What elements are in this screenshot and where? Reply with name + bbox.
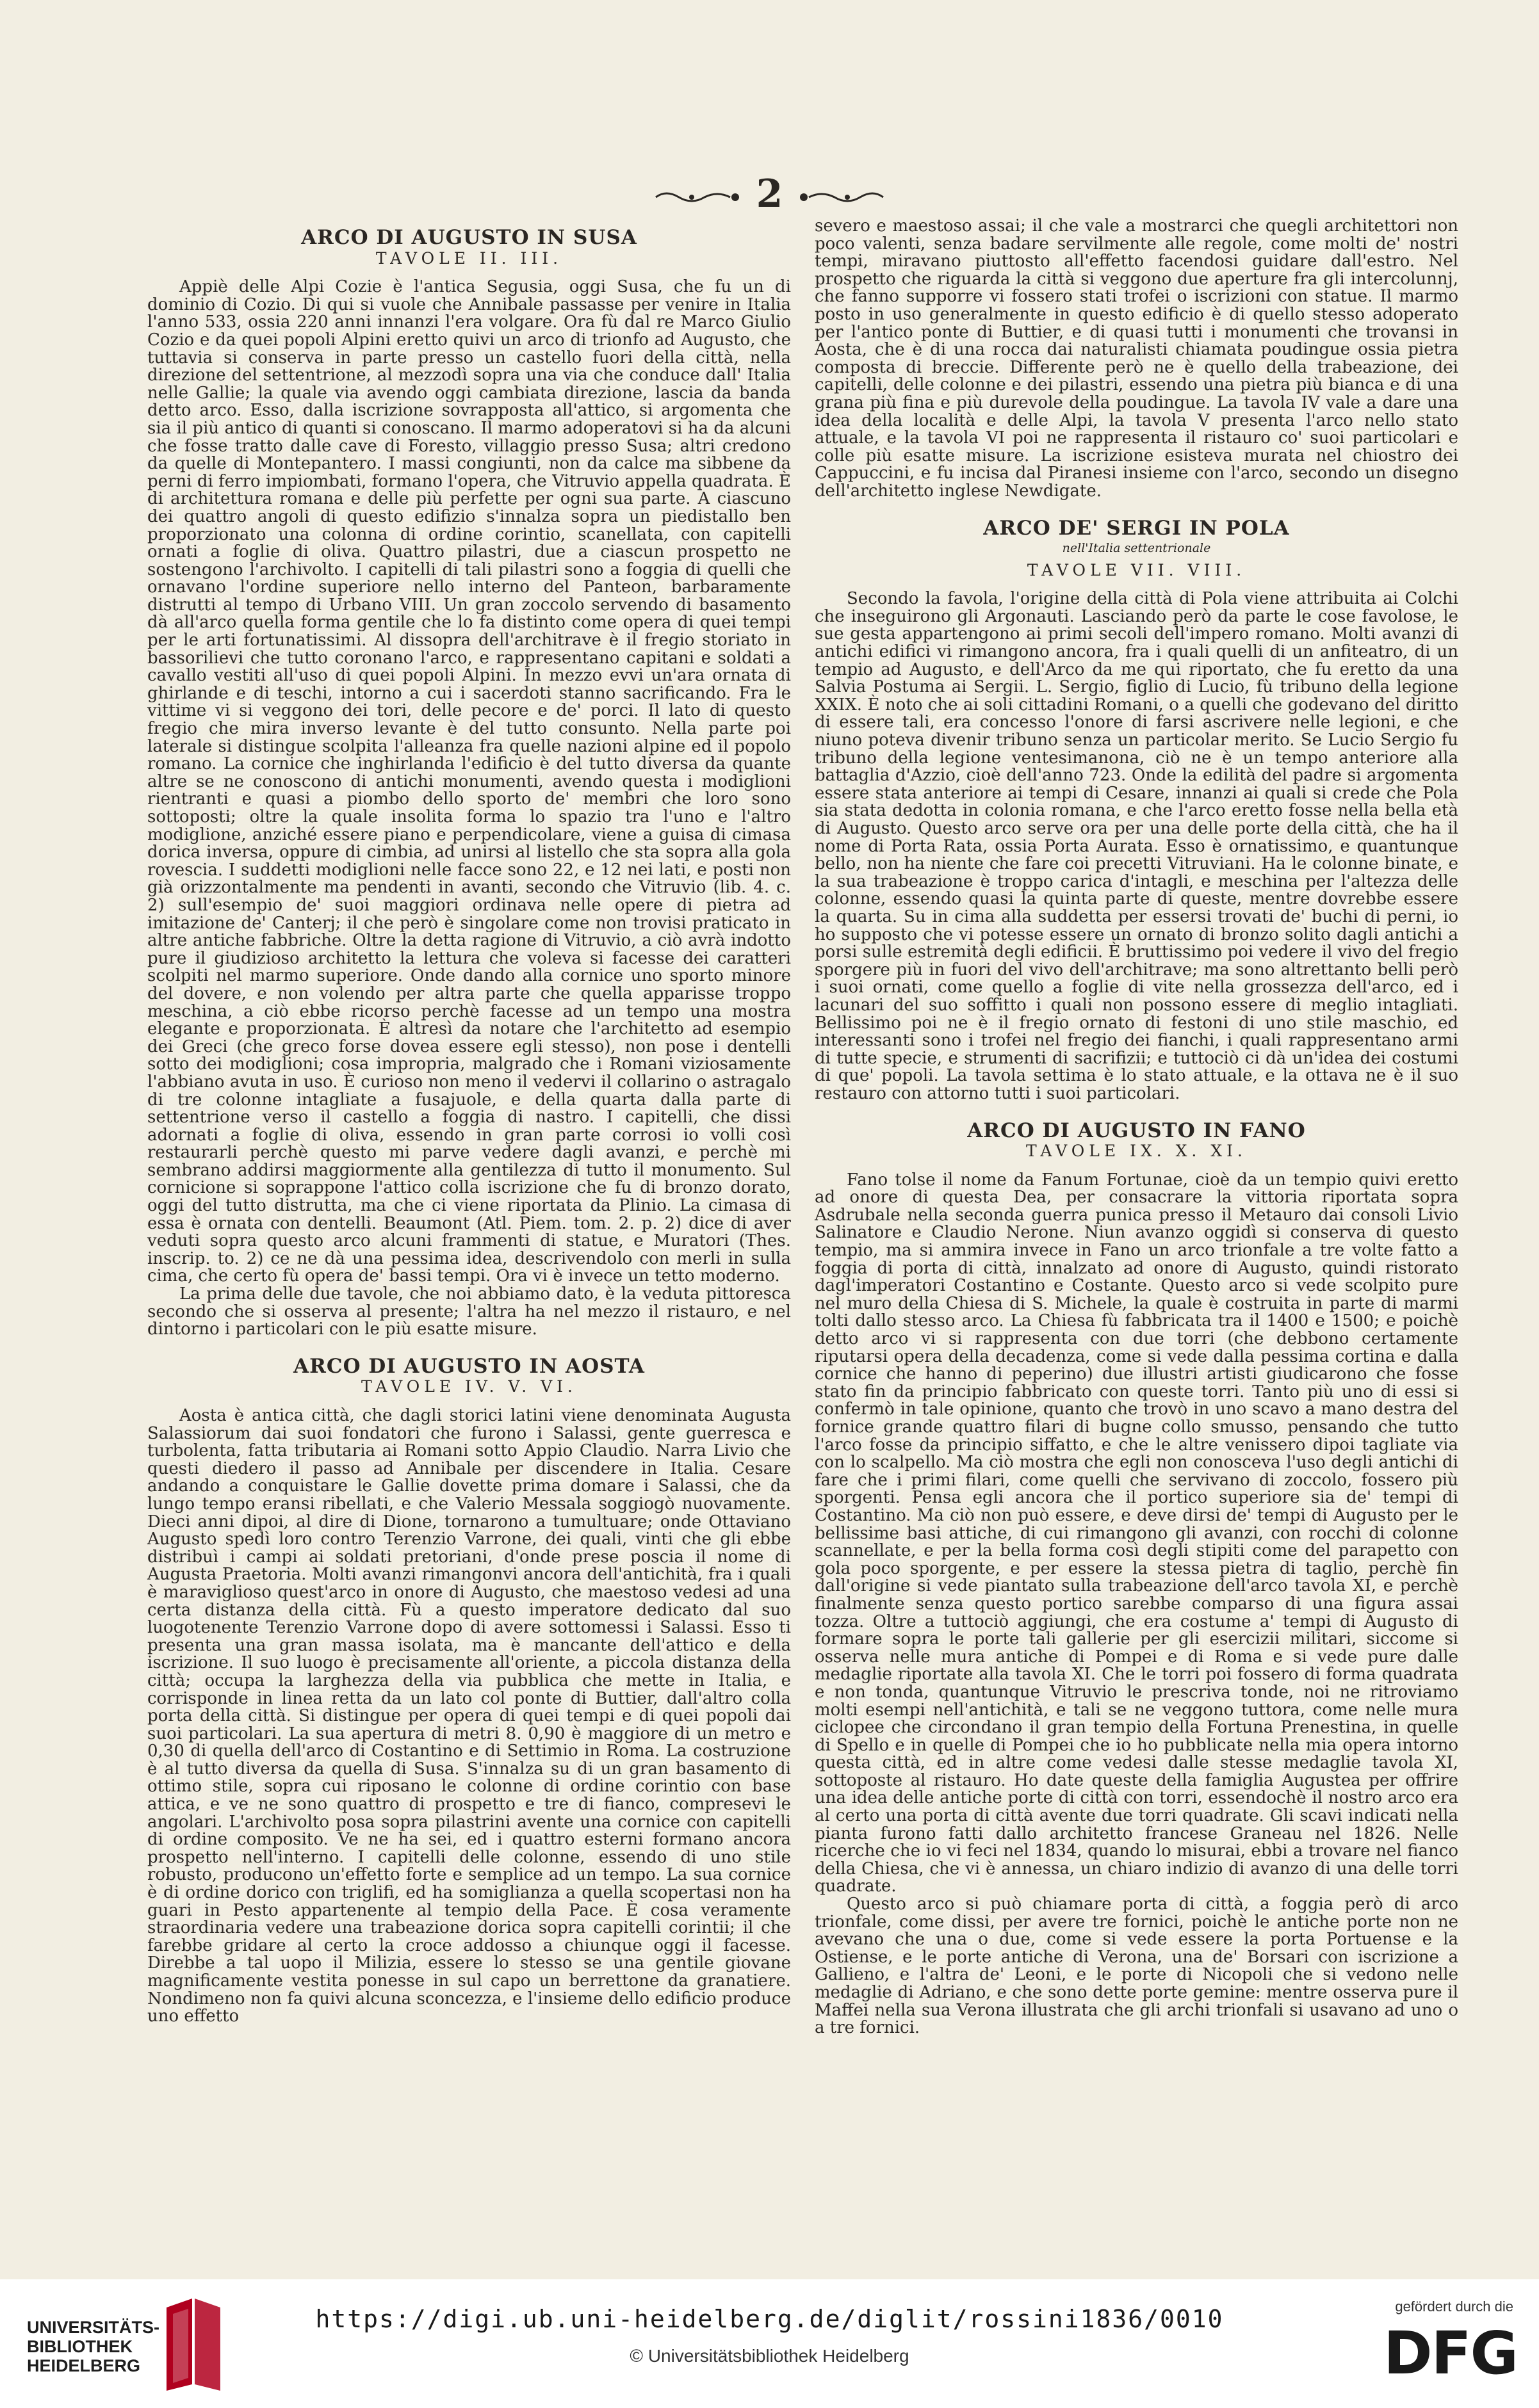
ornament-left-icon xyxy=(653,188,743,206)
ornament-right-icon xyxy=(796,188,886,206)
plates-pola: TAVOLE VII. VIII. xyxy=(1027,560,1246,579)
page-number: 2 xyxy=(756,172,783,216)
page-number-header xyxy=(0,172,1539,216)
plates-fano: TAVOLE IX. X. XI. xyxy=(1026,1142,1247,1161)
right-column xyxy=(815,218,1458,2037)
paragraph: Appiè delle Alpi Cozie è l'antica Segusia, oggi Susa, che fu un di dominio di Cozio. Di qui si vuole che Annibale passasse per venire in Italia l'anno 533, ossia 220 anni innanzi l'era volgare. Ora fù dal re Marco Giulio Cozio e da quei popoli Alpini eretto quivi un arco di trionfo ad Augusto, che tuttavia si conserva in parte presso un castello fuori della città, nella direzione del settentrione, al mezzodì sopra una via che conduce dall' Italia nelle Gallie; la quale via avendo oggi cambiata direzione, lascia da banda detto arco. Esso, dalla iscrizione sovrapposta all'attico, si argomenta che sia il più antico di quanti si conoscano. Il marmo adoperatovi si ha da alcuni che fosse tratto dalle cave di Foresto, villaggio presso Susa; altri credono da quelle di Montepantero. I massi congiunti, non da calce ma sibbene da perni di ferro impiombati, formano l'opera, che Vitruvio appella quadrata. È di architettura romana e delle più perfette per ogni sua parte. A ciascuno dei quattro angoli di questo edifizio s'innalza sopra un piedistallo ben proporzionato una colonna di ordine corintio, scanellata, con capitelli ornati a foglie di oliva. Quattro pilastri, due a ciascun prospetto ne sostengono l'archivolto. I capitelli di tali pilastri sono a foggia di quelli che ornavano l'ordine superiore nello interno del Panteon, barbaramente distrutti al tempo di Urbano VIII. Un gran zoccolo servendo di basamento dà all'arco quella forma gentile che lo fa distinto come opera di quei tempi per le arti fortunatissimi. Al dissopra dell'architrave è il fregio storiato in bassorilievi che tutto coronano l'arco, e rappresentano capitani e soldati a cavallo vestiti all'uso di quei popoli Alpini. In mezzo evvi un'ara ornata di ghirlande e di teschi, intorno a cui i sacerdoti stanno sacrificando. Fra le vittime vi si veggono dei tori, delle pecore e de' porci. Il lato di questo fregio che mira inverso levante è del tutto consunto. Nella parte poi laterale si distingue scolpita l'alleanza fra quelle nazioni alpine ed il popolo romano. La cornice che inghirlanda l'edificio è del tutto diversa da quante altre se ne conoscono di antichi monumenti, avendo questa i modiglioni rientranti e quasi a piombo dello sporto de' membri che loro sono sottoposti; oltre la quale insolita forma lo spazio tra l'uno e l'altro modiglione, anziché essere piano e perpendicolare, viene a guisa di cimasa dorica inversa, oppure di cimbia, ad unirsi al listello che sta sopra alla gola rovescia. I suddetti modiglioni nelle facce sono 22, e 12 nei lati, e posti non già orizzontalmente ma pendenti in avanti, secondo che Vitruvio (lib. 4. c. 2) sull'esempio de' suoi maggiori ordinava nelle opere di pietra ad imitazione de' Canterj; il che però è singolare come non trovisi praticato in altre antiche fabbriche. Oltre la detta ragione di Vitruvio, a ciò avrà indotto pure il giudizioso architetto la lettura che voleva si facesse dei caratteri scolpiti nel marmo superiore. Onde dando alla cornice uno sporto minore del dovere, e non volendo per altra parte che quella apparisse troppo meschina, a ciò ebbe ricorso perchè facesse ad un tempo una mostra elegante e proporzionata. È altresì da notare che l'architetto ad esempio dei Greci (che greco forse dovea essere egli stesso), non pose i dentelli sotto dei modiglioni; cosa impropria, malgrado che i Romani viziosamente l'abbiano avuta in uso. È curioso non meno il vedervi il collarino o astragalo di tre colonne intagliate a fusajuole, e della quarta dalla parte di settentrione verso il castello a foggia di nastro. I capitelli, che dissi adornati a foglie di oliva, essendo in gran parte corrosi io volli così restaurarli perchè questo mi parve vedere dagli avanzi, e perchè mi sembrano addirsi maggiormente alla gentilezza di tutto il monumento. Sul cornicione si soprappone l'attico colla iscrizione che fu di bronzo dorato, oggi del tutto distrutta, ma che ci viene riportata da Plinio. La cimasa di essa è ornata con dentelli. Beaumont (Atl. Piem. tom. 2. p. 2) dice di aver veduti sopra questo arco alcuni frammenti di statue, e Muratori (Thes. inscrip. to. 2) ce ne dà una pessima idea, descrivendolo con merli in sulla cima, che certo fù opera de' bassi tempi. Ora vi è invece un tetto moderno. xyxy=(147,277,791,1286)
paragraph: Aosta è antica città, che dagli storici latini viene denominata Augusta Salassiorum dai suoi fondatori che furono i Salassi, gente guerresca e turbolenta, fatta tributaria ai Romani sotto Appio Claudio. Narra Livio che questi diedero il passo ad Annibale per discendere in Italia. Cesare andando a conquistare le Gallie dovette prima domare i Salassi, che da lungo tempo eransi ribellati, e che Valerio Messala soggiogò nuovamente. Dieci anni dipoi, al dire di Dione, tornarono a tumultuare; onde Ottaviano Augusto spedì loro contro Terenzio Varrone, dei quali, vinti che gli ebbe distribuì i campi ai soldati pretoriani, d'onde prese poscia il nome di Augusta Praetoria. Molti avanzi rimangonvi ancora dell'antichità, fra i quali è maraviglioso quest'arco in onore di Augusto, che maestoso vedesi ad una certa distanza della città. Fù a questo imperatore dedicato dal suo luogotenente Terenzio Varrone dopo di avere sottomessi i Salassi. Esso ti presenta una gran massa isolata, ma è mancante dell'attico e della iscrizione. Il suo luogo è precisamente all'oriente, a piccola distanza della città; occupa la larghezza della via pubblica che mette in Italia, e corrisponde in linea retta da un lato col ponte di Buttier, dall'altro colla porta della città. Si distingue per opera di quei tempi e di quei popoli dai suoi particolari. La sua apertura di metri 8. 0,90 è maggiore di un metro e 0,30 di quella dell'arco di Costantino e di Settimio in Roma. La costruzione è al tutto diversa da quella di Susa. S'innalza su di un gran basamento di ottimo stile, sopra cui riposano le colonne di ordine corintio con base attica, e ve ne sono quattro di prospetto e tre di fianco, compresevi le angolari. L'archivolto posa sopra pilastrini avente una cornice con capitelli di ordine composito. Ve ne ha sei, ed i quattro esterni formano ancora prospetto nell'interno. I capitelli delle colonne, essendo di uno stile robusto, producono un'effetto forte e semplice ad un tempo. La sua cornice è di ordine dorico con triglifi, ed ha somiglianza a quella scopertasi non ha guari in Pesto appartenente al tempio della Pace. È cosa veramente straordinaria vedere una trabeazione dorica sopra capitelli corintii; il che farebbe gridare al certo la croce addosso a chiunque oggi il facesse. Direbbe a tal uopo il Milizia, essere lo stesso se una gentile giovane magnificamente vestita ponesse in sul capo un berrettone da granatiere. Nondimeno non fa quivi alcuna sconcezza, e l'insieme dello edificio produce uno effetto xyxy=(147,1406,791,2026)
paragraph: Secondo la favola, l'origine della città di Pola viene attribuita ai Colchi che inseguirono gli Argonauti. Lasciando però da parte le cose favolose, le sue gesta appartengono ai primi secoli dell'impero romano. Molti avanzi di antichi edifici vi rimangono ancora, fra i quali quelli di un anfiteatro, di un tempio ad Augusto, e dell'Arco da me qui riportato, che fu eretto da una Salvia Postuma ai Sergii. L. Sergio, figlio di Lucio, fù tribuno della legione XXIX. È noto che ai soli cittadini Romani, o a quelli che godevano del diritto di essere tali, era concesso l'onore di farsi ascrivere nelle legioni, e che niuno poteva divenir tribuno senza un particolar merito. Se Lucio Sergio fu tribuno della legione ventesimanona, ciò ne è un tempo anteriore alla battaglia d'Azzio, cioè dell'anno 723. Onde la edilità del padre si argomenta essere stata anteriore ai tempi di Cesare, innanzi ai quali si crede che Pola sia stata dedotta in colonia romana, e che l'arco eretto fosse nella bella età di Augusto. Questo arco serve ora per una delle porte della città, che ha il nome di Porta Rata, ossia Porta Aurata. Esso è ornatissimo, e quantunque bello, non ha niente che fare coi precetti Vitruviani. Ha le colonne binate, e la sua trabeazione è troppo carica d'intagli, e meschina per l'altezza delle colonne, essendo quasi la quinta parte di queste, mentre dovrebbe essere la quarta. Su in cima alla suddetta per essersi trovati de' buchi di perni, io ho supposto che vi potesse essere un ornato di bronzo solito dagli antichi a porsi sulle estremità degli edificii. È bruttissimo poi vedere il vivo del fregio sporgere più in fuori del vivo dell'architrave; ma sono altrettanto belli però i suoi ornati, come quello a foglie di vite nella grossezza dell'arco, ed i lacunari del suo soffitto i quali non possono essere di meglio intagliati. Bellissimo poi ne è il fregio ornato di festoni di uno stile maschio, ed interessanti sono i trofei nel fregio dei fianchi, i quali rappresentano armi di tutte specie, e strumenti di sacrifizii; e tuttociò ci dà un'idea dei costumi di que' popoli. La tavola settima è lo stato attuale, e la ottava ne è il suo restauro con attorno tutti i suoi particolari. xyxy=(815,589,1458,1103)
dfg-logo: DFG xyxy=(1383,2319,1517,2388)
plates-aosta: TAVOLE IV. V. VI. xyxy=(361,1377,577,1396)
section-title-pola: ARCO DE' SERGI IN POLA xyxy=(983,516,1290,540)
paragraph: Questo arco si può chiamare porta di città, a foggia però di arco trionfale, come dissi, per avere tre fornici, poichè le antiche porte non ne avevano che una o due, come si vede essere la porta Portuense e la Ostiense, e le porte antiche di Verona, una de' Borsari con iscrizione a Gallieno, e l'altra de' Leoni, e le porte di Nicopoli che si vedono nelle medaglie di Adriano, e che sono dette porte gemine: mentre osserva pure il Maffei nella sua Verona illustrata che gli archi trionfali si usavano ad uno o a tre fornici. xyxy=(815,1895,1458,2038)
section-title-fano: ARCO DI AUGUSTO IN FANO xyxy=(967,1119,1306,1142)
section-title-aosta: ARCO DI AUGUSTO IN AOSTA xyxy=(293,1354,645,1378)
plates-susa: TAVOLE II. III. xyxy=(375,248,563,268)
section-subtitle-pola: nell'Italia settentrionale xyxy=(1062,541,1211,556)
left-column xyxy=(147,225,791,2026)
library-name-text: UNIVERSITÄTS- BIBLIOTHEK HEIDELBERG xyxy=(27,2318,160,2375)
permalink-url[interactable]: https://digi.ub.uni-heidelberg.de/diglit/rossini1836/0010 xyxy=(315,2305,1224,2333)
paragraph: La prima delle due tavole, che noi abbiamo dato, è la veduta pittoresca secondo che si osserva al presente; l'altra ha nel mezzo il ristauro, e nel dintorno i particolari con le più esatte misure. xyxy=(147,1284,791,1339)
copyright-notice: © Universitätsbibliothek Heidelberg xyxy=(630,2346,909,2366)
funding-note: gefördert durch die xyxy=(1395,2299,1513,2315)
paragraph: severo e maestoso assai; il che vale a mostrarci che quegli architettori non poco valenti, senza badare servilmente alle regole, come molti de' nostri tempi, miravano piuttosto all'effetto facendosi guidare dall'estro. Nel prospetto che riguarda la città si veggono due aperture fra gli intercolunnj, che fanno supporre vi fossero stati trofei o iscrizioni con statue. Il marmo posto in uso generalmente in questo edificio è di quello stesso adoperato per l'antico ponte di Buttier, e di quasi tutti i monumenti che trovansi in Aosta, che è di una rocca dai naturalisti chiamata poudingue ossia pietra composta di breccie. Differente però ne è quello della trabeazione, dei capitelli, delle colonne e dei pilastri, essendo una pietra più bianca e di una grana più fina e più durevole della poudingue. La tavola IV vale a dare una idea della località e delle Alpi, la tavola V presenta l'arco nello stato attuale, e la tavola VI poi ne rappresenta il ristauro co' suoi particolari e colle più esatte misure. La iscrizione esisteva murata nel chiostro dei Cappuccini, e fu incisa dal Piranesi insieme con l'arco, secondo un disegno dell'architetto inglese Newdigate. xyxy=(815,216,1458,501)
paragraph: Fano tolse il nome da Fanum Fortunae, cioè da un tempio quivi eretto ad onore di questa Dea, per consacrare la vittoria riportata sopra Asdrubale nella seconda guerra punica presso il Metauro dai consoli Livio Salinatore e Claudio Nerone. Niun avanzo oggidì si conserva di questo tempio, ma si ammira invece in Fano un arco trionfale a tre volte fatto a foggia di porta di città, innalzato ad onore di Augusto, quindi ristorato dagl'imperatori Costantino e Costante. Questo arco si vede scolpito pure nel muro della Chiesa di S. Michele, la quale è costruita in parte di marmi tolti dallo stesso arco. La Chiesa fù fabbricata tra il 1400 e 1500; e poichè detto arco vi si rappresenta con due torri (che debbono certamente riputarsi opera della decadenza, come si vede dalla pessima cortina e dalla cornice che hanno di peperino) due illustri artisti giudicarono che fosse stato fin da principio fabbricato con queste torri. Tanto più uno di essi si confermò in tale opinione, quanto che trovò in uno scavo a mano destra del fornice grande quattro filari di bugne collo smusso, pensando che tutto l'arco fosse da principio siffatto, e che le altre venissero dipoi tagliate via con lo scalpello. Ma ciò mostra che egli non conosceva l'uso degli antichi di fare che i primi filari, come quelli che servivano di zoccolo, fossero più sporgenti. Pensa egli ancora che il portico superiore sia de' tempi di Costantino. Ma ciò non può essere, e deve dirsi de' tempi di Augusto per le bellissime basi attiche, di cui rimangono gli avanzi, con rocchi di colonne scannellate, e per la bella forma così degli stipiti come del parapetto con gola poco sporgente, e per essere la stessa pietra di taglio, perchè fin dall'origine si vede piantato sulla trabeazione dell'arco tavola XI, e perchè finalmente senza questo portico sarebbe comparso di una figura assai tozza. Oltre a tuttociò aggiungi, che era costume a' tempi di Augusto di formare sopra le porte tali gallerie per gli esercizii militari, siccome si osserva nelle mura antiche di Pompei e di Roma e si vede pure dalle medaglie riportate alla tavola XI. Che le torri poi fossero di forma quadrata e non tonda, quantunque Vitruvio le prescriva tonde, noi ne ritroviamo molti esempi nell'antichità, e tali se ne veggono tuttora, come nelle mura ciclopee che circondano il gran tempio della Fortuna Prenestina, in quelle di Spello e in quelle di Pompei che io ho pubblicate nella mia opera intorno questa città, ed in altre come vedesi dalle stesse medaglie tavola XI, sottoposte al ristauro. Ho date queste della famiglia Augustea per offrire una idea delle antiche porte di città con torri, essendochè il nostro arco era al certo una porta di città avente due torri quadrate. Gli scavi indicati nella pianta furono fatti dallo architetto francese Graneau nel 1826. Nelle ricerche che io vi feci nel 1834, quando lo misurai, ebbi a trovare nel fianco della Chiesa, che vi è annessa, un chiaro indizio di avanzo di una delle torri quadrate. xyxy=(815,1170,1458,1896)
footer-bar xyxy=(0,2279,1539,2408)
section-title-susa: ARCO DI AUGUSTO IN SUSA xyxy=(301,226,637,249)
